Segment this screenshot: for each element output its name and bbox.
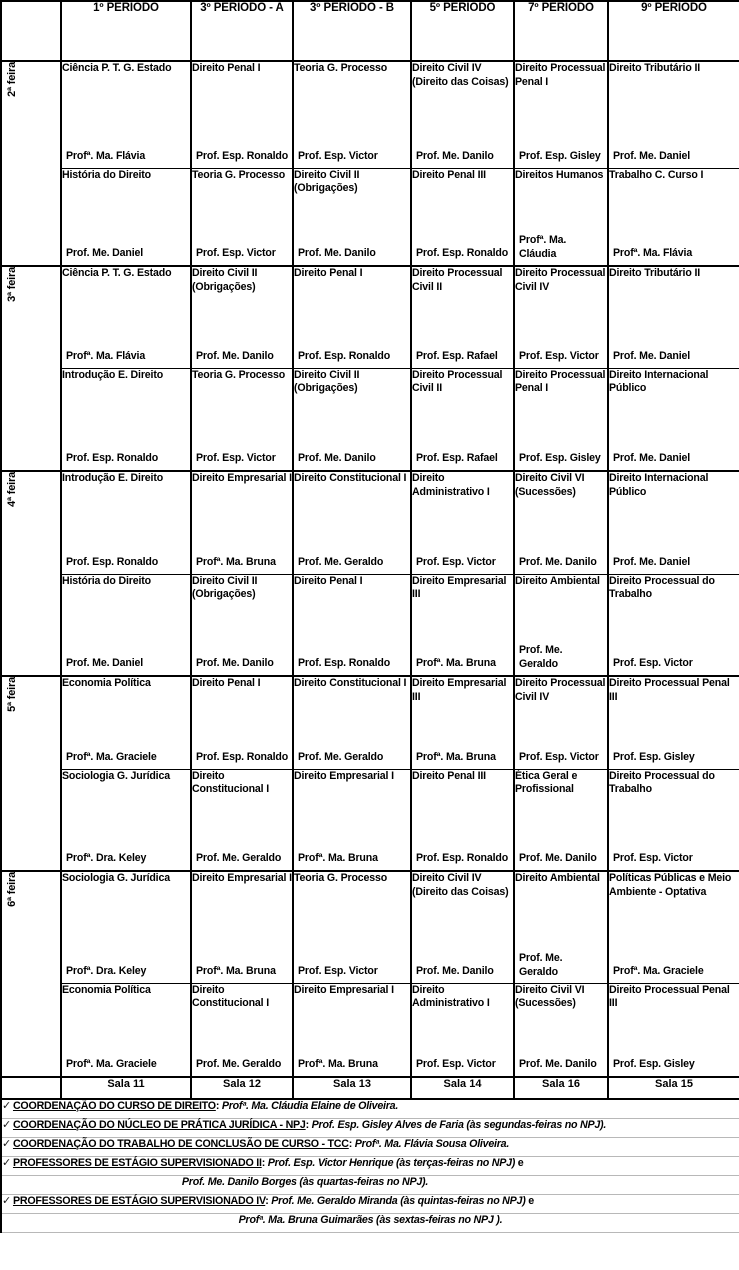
rooms-corner-right bbox=[23, 1077, 61, 1099]
footer-note-row bbox=[1, 1213, 739, 1232]
note-title: PROFESSORES DE ESTÁGIO SUPERVISIONADO II bbox=[12, 1156, 262, 1169]
rooms-corner-left bbox=[1, 1077, 23, 1099]
note-body: Prof. Esp. Victor Henrique (às terças-feiras no NPJ) bbox=[267, 1156, 516, 1169]
class-cell[interactable]: Direito Penal I Prof. Esp. Ronaldo bbox=[191, 676, 293, 769]
room-cell-6: Sala 15 bbox=[608, 1077, 739, 1099]
check-icon: ✓ bbox=[2, 1156, 11, 1169]
footer-note-row bbox=[1, 1194, 739, 1213]
class-cell[interactable]: Direito Constitucional I Prof. Me. Geraldo bbox=[293, 676, 411, 769]
class-cell[interactable]: Direito Processual Civil IV Prof. Esp. Victor bbox=[514, 266, 608, 368]
class-cell[interactable]: Direito Administrativo I Prof. Esp. Victor bbox=[411, 471, 514, 574]
footer-note-row bbox=[1, 1118, 739, 1137]
class-cell[interactable]: Sociologia G. Jurídica Profª. Dra. Keley bbox=[61, 769, 191, 871]
day-label-2a: 2ª feira bbox=[1, 61, 23, 266]
footer-note-0 bbox=[1, 1099, 608, 1118]
column-header-periodo-7: 7º PERÍODO bbox=[514, 1, 608, 61]
day-spacer-3a bbox=[23, 266, 61, 471]
class-cell[interactable]: Direito Empresarial I Profª. Ma. Bruna bbox=[293, 769, 411, 871]
footer-note-4 bbox=[1, 1175, 608, 1194]
class-cell[interactable]: Introdução E. Direito Prof. Esp. Ronaldo bbox=[61, 368, 191, 471]
class-cell[interactable]: Direito Civil VI (Sucessões) Prof. Me. Danilo bbox=[514, 471, 608, 574]
class-cell[interactable]: Economia Política Profª. Ma. Graciele bbox=[61, 676, 191, 769]
note-title: COORDENAÇÃO DO CURSO DE DIREITO bbox=[12, 1100, 216, 1112]
class-cell[interactable]: Direito Processual Civil IV Prof. Esp. Victor bbox=[514, 676, 608, 769]
rooms-row bbox=[1, 1077, 739, 1099]
class-cell[interactable]: Teoria G. Processo Prof. Esp. Victor bbox=[293, 871, 411, 983]
class-cell[interactable]: Economia Política Profª. Ma. Graciele bbox=[61, 983, 191, 1077]
note-body: Profª. Ma. Flávia Sousa Oliveira. bbox=[354, 1137, 510, 1150]
footer-note-row bbox=[1, 1137, 739, 1156]
day-spacer-4a bbox=[23, 471, 61, 676]
footer-note-row bbox=[1, 1156, 739, 1175]
class-cell[interactable]: Direito Penal III Prof. Esp. Ronaldo bbox=[411, 168, 514, 266]
room-cell-3: Sala 13 bbox=[293, 1077, 411, 1099]
class-cell[interactable]: Direito Civil II (Obrigações) Prof. Me. Danilo bbox=[191, 574, 293, 676]
note-title: COORDENAÇÃO DO TRABALHO DE CONCLUSÃO DE CURSO - TCC bbox=[12, 1137, 349, 1150]
class-cell[interactable]: Direito Processual Civil II Prof. Esp. Rafael bbox=[411, 266, 514, 368]
day-spacer-5a bbox=[23, 676, 61, 871]
class-cell[interactable]: Teoria G. Processo Prof. Esp. Victor bbox=[191, 168, 293, 266]
check-icon: ✓ bbox=[2, 1137, 11, 1150]
class-cell[interactable]: Direito Processual Penal I Prof. Esp. Gisley bbox=[514, 61, 608, 168]
note-tail: e bbox=[525, 1194, 534, 1207]
footer-note-2 bbox=[1, 1137, 739, 1156]
class-cell[interactable]: Ciência P. T. G. Estado Profª. Ma. Flávia bbox=[61, 266, 191, 368]
class-cell[interactable]: Direito Civil IV (Direito das Coisas) Prof. Me. Danilo bbox=[411, 871, 514, 983]
note-sep: : bbox=[265, 1194, 272, 1207]
class-cell[interactable]: Direito Empresarial I Profª. Ma. Bruna bbox=[293, 983, 411, 1077]
check-icon: ✓ bbox=[2, 1100, 11, 1112]
note-sep: : bbox=[261, 1156, 268, 1169]
class-cell[interactable]: Direito Civil II (Obrigações) Prof. Me. Danilo bbox=[293, 368, 411, 471]
class-cell[interactable]: Direito Civil VI (Sucessões) Prof. Me. Danilo bbox=[514, 983, 608, 1077]
class-cell[interactable]: Direito Constitucional I Prof. Me. Geraldo bbox=[293, 471, 411, 574]
class-row bbox=[1, 769, 739, 871]
footer-note-1 bbox=[1, 1118, 739, 1137]
day-spacer-2a bbox=[23, 61, 61, 266]
note-sep: : bbox=[348, 1137, 355, 1150]
footer-note-3 bbox=[1, 1156, 739, 1175]
footer-note-5 bbox=[1, 1194, 739, 1213]
class-row bbox=[1, 676, 739, 769]
class-cell[interactable]: Direito Internacional Público Prof. Me. Daniel bbox=[608, 471, 739, 574]
class-cell[interactable]: Direito Processual do Trabalho Prof. Esp. Victor bbox=[608, 769, 739, 871]
note-sep: : bbox=[215, 1100, 222, 1112]
class-cell[interactable]: Teoria G. Processo Prof. Esp. Victor bbox=[191, 368, 293, 471]
class-row bbox=[1, 266, 739, 368]
note-title: PROFESSORES DE ESTÁGIO SUPERVISIONADO IV bbox=[12, 1194, 266, 1207]
corner-cell-right bbox=[23, 1, 61, 61]
class-cell[interactable]: Direito Tributário II Prof. Me. Daniel bbox=[608, 61, 739, 168]
class-cell[interactable]: Direito Civil II (Obrigações) Prof. Me. Danilo bbox=[293, 168, 411, 266]
note-body: Profª. Ma. Cláudia Elaine de Oliveira. bbox=[221, 1100, 399, 1112]
class-row bbox=[1, 574, 739, 676]
class-cell[interactable]: Introdução E. Direito Prof. Esp. Ronaldo bbox=[61, 471, 191, 574]
class-cell[interactable]: Direito Tributário II Prof. Me. Daniel bbox=[608, 266, 739, 368]
note-title: COORDENAÇÃO DO NÚCLEO DE PRÁTICA JURÍDICA - NPJ bbox=[12, 1118, 306, 1131]
column-header-periodo-5: 5º PERÍODO bbox=[411, 1, 514, 61]
class-cell[interactable]: Políticas Públicas e Meio Ambiente - Optativa Profª. Ma. Graciele bbox=[608, 871, 739, 983]
class-row bbox=[1, 871, 739, 983]
check-icon: ✓ bbox=[2, 1118, 11, 1131]
class-cell[interactable]: Sociologia G. Jurídica Profª. Dra. Keley bbox=[61, 871, 191, 983]
class-row bbox=[1, 61, 739, 168]
column-header-periodo-3b: 3º PERÍODO - B bbox=[293, 1, 411, 61]
note-body: Prof. Esp. Gisley Alves de Faria (às segundas-feiras no NPJ). bbox=[311, 1118, 607, 1131]
class-cell[interactable]: Ciência P. T. G. Estado Profª. Ma. Flávia bbox=[61, 61, 191, 168]
class-cell[interactable]: Direito Constitucional I Prof. Me. Geraldo bbox=[191, 983, 293, 1077]
class-cell[interactable]: Direito Processual Penal III Prof. Esp. Gisley bbox=[608, 983, 739, 1077]
class-cell[interactable]: Direito Penal I Prof. Esp. Ronaldo bbox=[293, 574, 411, 676]
class-cell[interactable]: Direito Civil II (Obrigações) Prof. Me. Danilo bbox=[191, 266, 293, 368]
class-cell[interactable]: Direito Processual Civil II Prof. Esp. Rafael bbox=[411, 368, 514, 471]
class-cell[interactable]: Direito Empresarial I Profª. Ma. Bruna bbox=[191, 471, 293, 574]
note-body: Prof. Me. Geraldo Miranda (às quintas-feiras no NPJ) bbox=[271, 1194, 526, 1207]
note-body: Profª. Ma. Bruna Guimarães (às sextas-feiras no NPJ ). bbox=[238, 1213, 503, 1226]
note-body: Prof. Me. Danilo Borges (às quartas-feiras no NPJ). bbox=[181, 1175, 429, 1188]
day-label-5a: 5ª feira bbox=[1, 676, 23, 871]
class-cell[interactable]: Direito Processual Penal I Prof. Esp. Gisley bbox=[514, 368, 608, 471]
day-label-6a: 6ª feira bbox=[1, 871, 23, 1077]
class-cell[interactable]: Ética Geral e Profissional Prof. Me. Danilo bbox=[514, 769, 608, 871]
day-spacer-6a bbox=[23, 871, 61, 1077]
class-cell[interactable]: Direito Penal III Prof. Esp. Ronaldo bbox=[411, 769, 514, 871]
day-label-3a: 3ª feira bbox=[1, 266, 23, 471]
class-cell[interactable]: Direito Penal I Prof. Esp. Ronaldo bbox=[191, 61, 293, 168]
class-cell[interactable]: Direito Empresarial III Profª. Ma. Bruna bbox=[411, 676, 514, 769]
room-cell-5: Sala 16 bbox=[514, 1077, 608, 1099]
footer-note-row bbox=[1, 1099, 739, 1118]
footer-note-pad bbox=[608, 1175, 739, 1194]
table-header-row bbox=[1, 1, 739, 61]
class-row bbox=[1, 983, 739, 1077]
class-row bbox=[1, 168, 739, 266]
footer-note-pad bbox=[608, 1099, 739, 1118]
room-cell-1: Sala 11 bbox=[61, 1077, 191, 1099]
footer-note-row bbox=[1, 1175, 739, 1194]
column-header-periodo-9: 9º PERÍODO bbox=[608, 1, 739, 61]
class-row bbox=[1, 471, 739, 574]
class-cell[interactable]: Direito Constitucional I Prof. Me. Geraldo bbox=[191, 769, 293, 871]
check-icon: ✓ bbox=[2, 1194, 11, 1207]
footer-note-6 bbox=[1, 1213, 739, 1232]
room-cell-4: Sala 14 bbox=[411, 1077, 514, 1099]
class-cell[interactable]: Direitos Humanos Profª. Ma. Cláudia bbox=[514, 168, 608, 266]
corner-cell-left bbox=[1, 1, 23, 61]
class-cell[interactable]: Direito Empresarial III Profª. Ma. Bruna bbox=[411, 574, 514, 676]
class-cell[interactable]: Teoria G. Processo Prof. Esp. Victor bbox=[293, 61, 411, 168]
class-cell[interactable]: Direito Penal I Prof. Esp. Ronaldo bbox=[293, 266, 411, 368]
class-cell[interactable]: Direito Processual do Trabalho Prof. Esp. Victor bbox=[608, 574, 739, 676]
class-cell[interactable]: Direito Empresarial I Profª. Ma. Bruna bbox=[191, 871, 293, 983]
note-sep: : bbox=[305, 1118, 312, 1131]
column-header-periodo-1: 1º PERÍODO bbox=[61, 1, 191, 61]
class-cell[interactable]: Direito Civil IV (Direito das Coisas) Prof. Me. Danilo bbox=[411, 61, 514, 168]
class-cell[interactable]: Direito Administrativo I Prof. Esp. Victor bbox=[411, 983, 514, 1077]
class-cell[interactable]: Direito Ambiental Prof. Me. Geraldo bbox=[514, 871, 608, 983]
class-cell[interactable]: Direito Processual Penal III Prof. Esp. Gisley bbox=[608, 676, 739, 769]
class-row bbox=[1, 368, 739, 471]
note-tail: e bbox=[515, 1156, 524, 1169]
class-cell[interactable]: História do Direito Prof. Me. Daniel bbox=[61, 168, 191, 266]
room-cell-2: Sala 12 bbox=[191, 1077, 293, 1099]
class-cell[interactable]: Direito Ambiental Prof. Me. Geraldo bbox=[514, 574, 608, 676]
column-header-periodo-3a: 3º PERÍODO - A bbox=[191, 1, 293, 61]
class-cell[interactable]: História do Direito Prof. Me. Daniel bbox=[61, 574, 191, 676]
day-label-4a: 4ª feira bbox=[1, 471, 23, 676]
class-cell[interactable]: Trabalho C. Curso I Profª. Ma. Flávia bbox=[608, 168, 739, 266]
class-cell[interactable]: Direito Internacional Público Prof. Me. Daniel bbox=[608, 368, 739, 471]
